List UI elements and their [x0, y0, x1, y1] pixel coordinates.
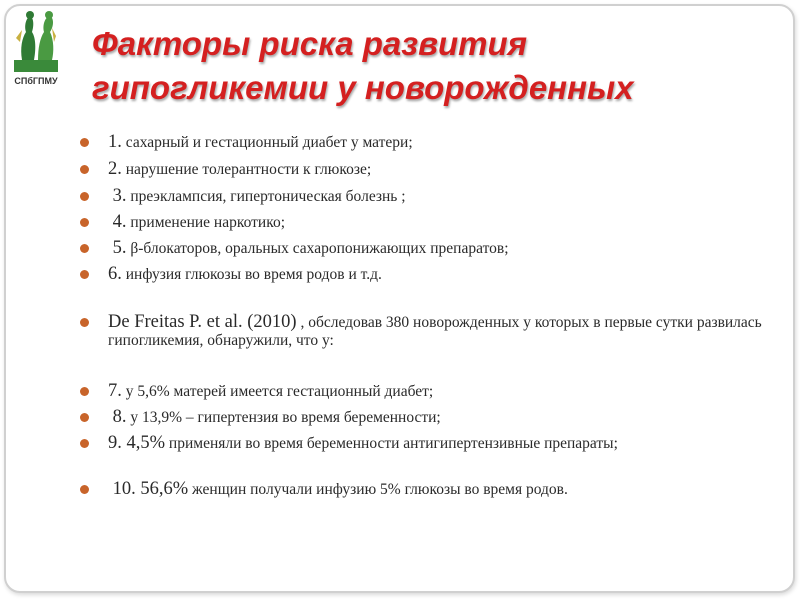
university-emblem-icon [8, 8, 64, 92]
slide-title-line-1: Факторы риска развития [92, 25, 528, 62]
bullet-text: применение наркотико; [126, 214, 286, 231]
bullet-item [80, 187, 770, 206]
bullet-text: β-блокаторов, оральных сахаропонижающих препаратов; [126, 240, 509, 257]
bullet-dot-icon [80, 413, 89, 422]
bullet-item [80, 160, 770, 179]
bullet-lead: 8. [108, 407, 127, 427]
bullet-item [80, 213, 770, 232]
bullet-item [80, 133, 770, 152]
bullet-dot-icon [80, 439, 89, 448]
bullet-lead: 2. [108, 159, 122, 179]
bullet-text: инфузия глюкозы во время родов и т.д. [121, 266, 382, 283]
bullet-text: применяли во время беременности антигипертензивные препараты; [165, 435, 618, 452]
bullet-dot-icon [80, 165, 89, 174]
bullet-dot-icon [80, 138, 89, 147]
bullet-text: у 5,6% матерей имеется гестационный диабет; [121, 383, 434, 400]
bullet-text: у 13,9% – гипертензия во время беременности; [126, 409, 441, 426]
bullet-text: нарушение толерантности к глюкозе; [121, 161, 372, 178]
bullet-text: сахарный и гестационный диабет у матери; [121, 134, 413, 151]
bullet-item [80, 313, 770, 350]
bullet-dot-icon [80, 270, 89, 279]
bullet-lead: 9. 4,5% [108, 433, 166, 453]
bullet-lead: 4. [108, 212, 127, 232]
bullet-lead: 6. [108, 264, 122, 284]
bullet-lead: De Freitas P. et al. (2010) [108, 312, 297, 332]
bullet-lead: 7. [108, 381, 122, 401]
bullet-item [80, 434, 770, 453]
bullet-item [80, 239, 770, 258]
bullet-lead: 5. [108, 238, 127, 258]
bullet-item [80, 480, 770, 499]
bullet-lead: 1. [108, 132, 122, 152]
bullet-item [80, 265, 770, 284]
bullet-lead: 3. [108, 186, 127, 206]
slide-title [92, 22, 772, 110]
bullet-text: , обследовав 380 новорожденных у которых в первые сутки развилась гипогликемия, обнаружили, что у: [108, 314, 762, 349]
bullet-item [80, 382, 770, 401]
bullet-dot-icon [80, 244, 89, 253]
bullet-lead: 10. 56,6% [108, 479, 189, 499]
bullet-text: женщин получали инфузию 5% глюкозы во время родов. [188, 481, 568, 498]
slide-title-line-2: гипогликемии у новорожденных [92, 69, 634, 106]
bullet-text: преэклампсия, гипертоническая болезнь ; [126, 188, 406, 205]
bullet-dot-icon [80, 485, 89, 494]
bullet-dot-icon [80, 387, 89, 396]
bullet-dot-icon [80, 318, 89, 327]
bullet-dot-icon [80, 192, 89, 201]
logo-caption: СПбГПМУ [14, 76, 58, 86]
bullet-item [80, 408, 770, 427]
bullet-dot-icon [80, 218, 89, 227]
